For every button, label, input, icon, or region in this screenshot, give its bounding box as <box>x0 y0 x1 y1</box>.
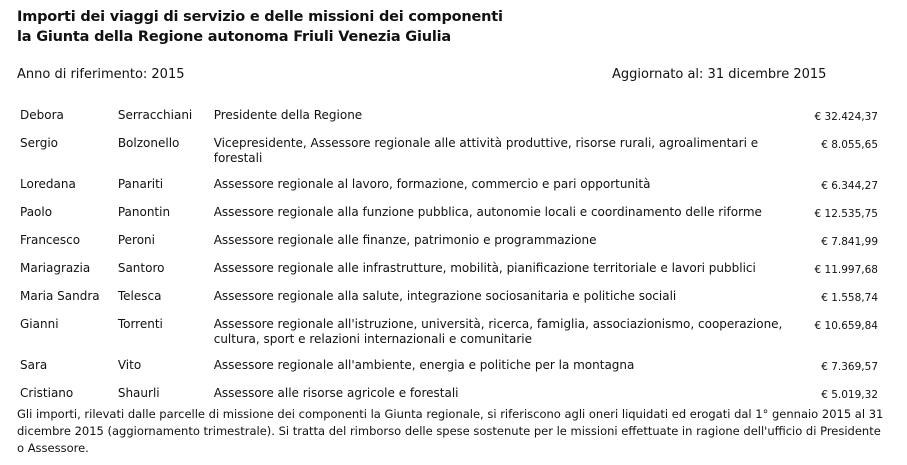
amount-cell: € 10.659,84 <box>814 320 878 332</box>
role-cell: Assessore alle risorse agricole e forestali <box>213 386 459 400</box>
role-cell: Vicepresidente, Assessore regionale alle attività produttive, risorse rurali, agroalimentari e forestali <box>213 136 759 165</box>
amount-cell: € 11.997,68 <box>814 264 878 276</box>
table-row <box>14 352 884 380</box>
last-name-cell: Vito <box>117 358 142 372</box>
amount-cell: € 32.424,37 <box>814 111 878 123</box>
table-row <box>14 130 884 171</box>
amount-cell: € 5.019,32 <box>821 389 878 401</box>
last-name-cell: Serracchiani <box>117 108 193 122</box>
amount-cell: € 7.841,99 <box>821 236 878 248</box>
first-name-cell: Sergio <box>20 136 59 150</box>
table-row <box>14 227 884 255</box>
role-cell: Assessore regionale all'istruzione, università, ricerca, famiglia, associazionismo, cooperazione, cultura, sport e relazioni internazionali e comunitarie <box>213 317 783 346</box>
amount-cell: € 12.535,75 <box>814 208 878 220</box>
first-name-cell: Debora <box>20 108 64 122</box>
role-cell: Assessore regionale alle finanze, patrimonio e programmazione <box>213 233 597 247</box>
updated-date: Aggiornato al: 31 dicembre 2015 <box>612 67 827 82</box>
first-name-cell: Mariagrazia <box>20 261 91 275</box>
table-row <box>14 255 884 283</box>
title-line-1: Importi dei viaggi di servizio e delle missioni dei componenti <box>17 9 503 25</box>
amount-cell: € 8.055,65 <box>821 139 878 151</box>
first-name-cell: Gianni <box>20 317 59 331</box>
title-line-2: la Giunta della Regione autonoma Friuli Venezia Giulia <box>17 29 452 45</box>
role-cell: Presidente della Regione <box>213 108 363 122</box>
first-name-cell: Loredana <box>20 177 76 191</box>
role-cell: Assessore regionale al lavoro, formazione, commercio e pari opportunità <box>213 177 651 191</box>
table-row <box>14 102 884 130</box>
role-cell: Assessore regionale alla salute, integrazione sociosanitaria e politiche sociali <box>213 289 677 303</box>
amount-cell: € 1.558,74 <box>821 292 878 304</box>
role-cell: Assessore regionale alla funzione pubblica, autonomie locali e coordinamento delle riforme <box>213 205 762 219</box>
last-name-cell: Santoro <box>117 261 165 275</box>
table-row <box>14 283 884 311</box>
table-row <box>14 311 884 352</box>
amount-cell: € 7.369,57 <box>821 361 878 373</box>
last-name-cell: Panariti <box>117 177 164 191</box>
first-name-cell: Cristiano <box>20 386 74 400</box>
amount-cell: € 6.344,27 <box>821 180 878 192</box>
last-name-cell: Torrenti <box>117 317 163 331</box>
page-title <box>17 7 503 47</box>
table-row <box>14 380 884 408</box>
role-cell: Assessore regionale alle infrastrutture, mobilità, pianificazione territoriale e lavori pubblici <box>213 261 756 275</box>
last-name-cell: Bolzonello <box>117 136 180 150</box>
last-name-cell: Panontin <box>117 205 171 219</box>
role-cell: Assessore regionale all'ambiente, energia e politiche per la montagna <box>213 358 635 372</box>
first-name-cell: Maria Sandra <box>20 289 100 303</box>
first-name-cell: Francesco <box>20 233 81 247</box>
officials-table <box>14 102 884 408</box>
last-name-cell: Shaurli <box>117 386 160 400</box>
table-row <box>14 199 884 227</box>
first-name-cell: Sara <box>20 358 48 372</box>
officials-table-body <box>14 102 884 408</box>
last-name-cell: Telesca <box>117 289 162 303</box>
reference-year: Anno di riferimento: 2015 <box>17 67 185 82</box>
table-row <box>14 171 884 199</box>
footer-note: Gli importi, rilevati dalle parcelle di missione dei componenti la Giunta regionale, si riferiscono agli oneri liquidati ed erogati dal 1° gennaio 2015 al 31 dicembre 2015 (aggiornamento trimestrale). Si tratta del rimborso delle spese sostenute per le missioni effettuate in ragione dell'ufficio di Presidente o Assessore. <box>17 407 884 455</box>
last-name-cell: Peroni <box>117 233 155 247</box>
first-name-cell: Paolo <box>20 205 53 219</box>
